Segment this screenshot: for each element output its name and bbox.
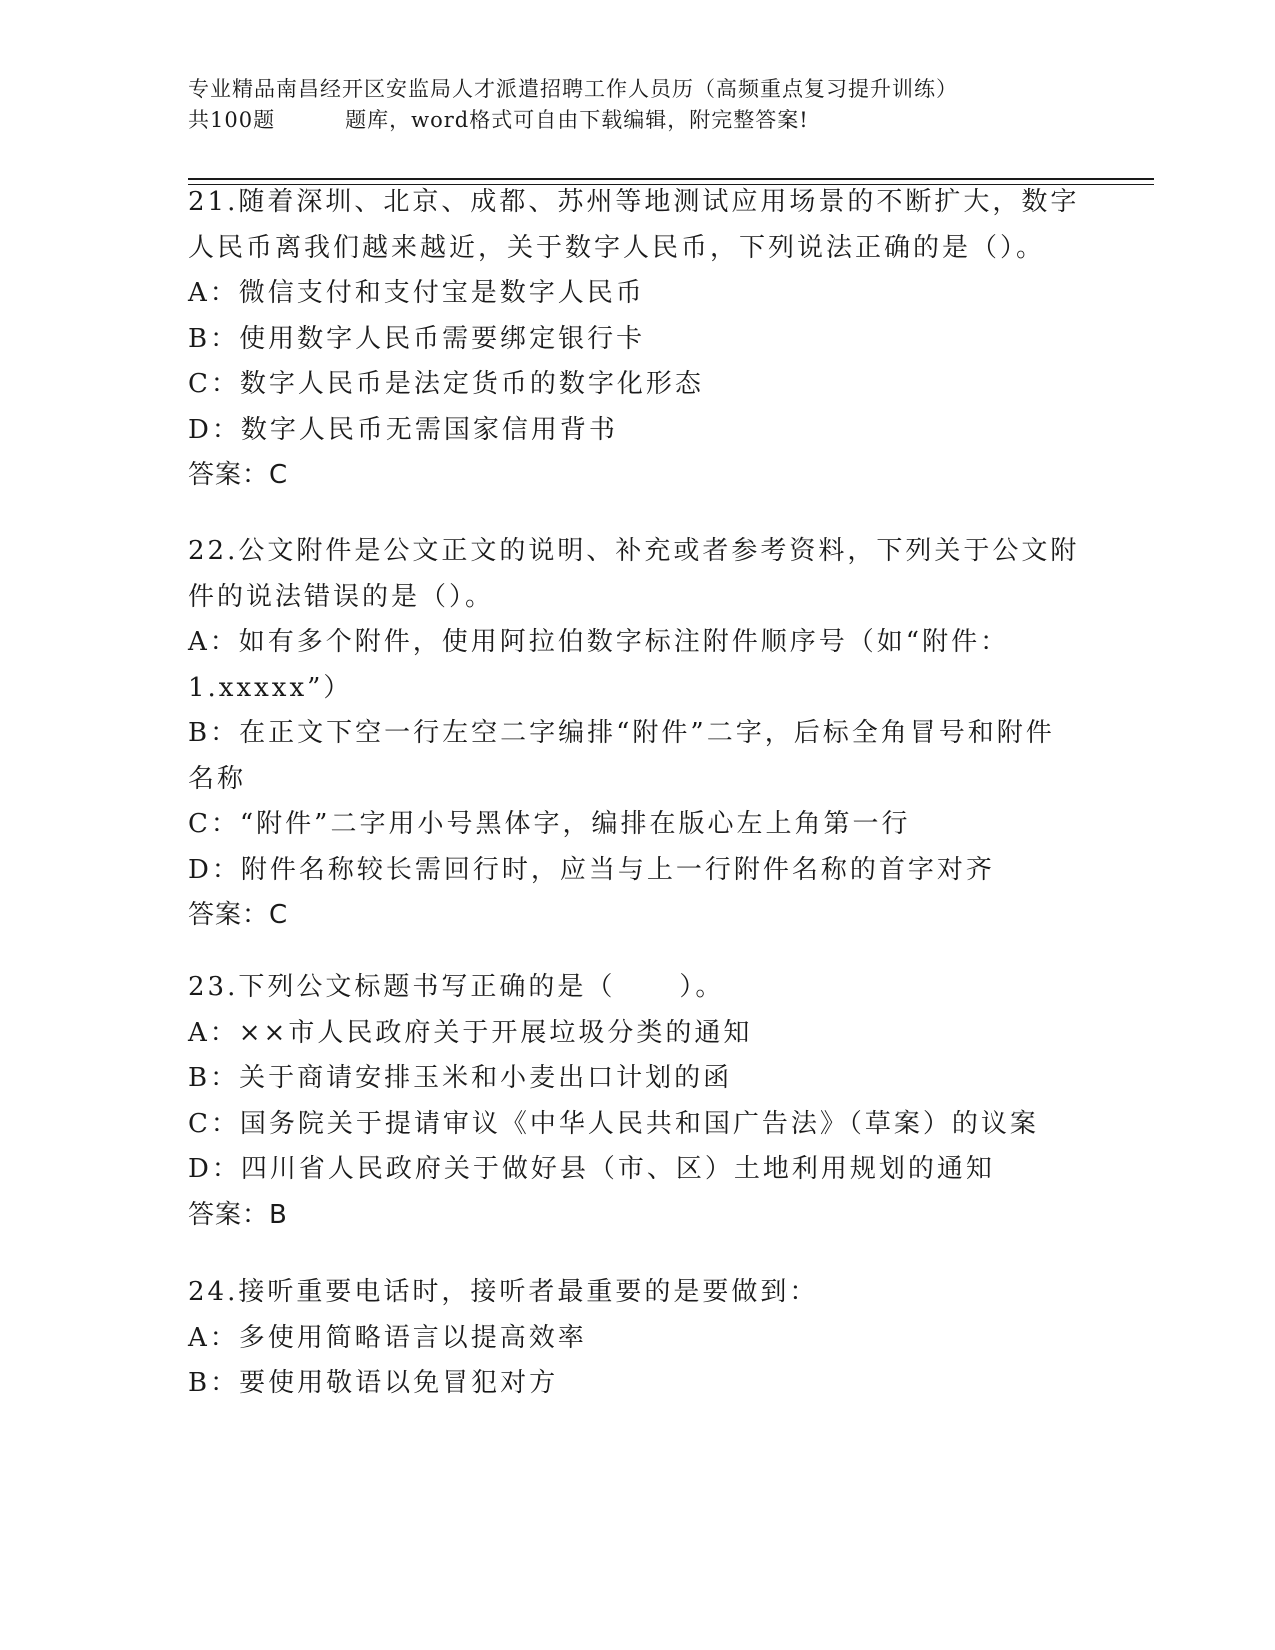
question-24 <box>188 1270 1088 1407</box>
option-c: C：“附件”二字用小号黑体字，编排在版心左上角第一行 <box>188 809 911 839</box>
question-stem-line: 24.接听重要电话时，接听者最重要的是要做到： <box>188 1277 819 1307</box>
answer: 答案：C <box>188 900 289 930</box>
question-21 <box>188 180 1088 499</box>
option-a-continued: 1.xxxxx”） <box>188 672 353 703</box>
option-b: B：关于商请安排玉米和小麦出口计划的函 <box>188 1063 733 1093</box>
option-b: B：要使用敬语以免冒犯对方 <box>188 1368 559 1398</box>
option-a: A：多使用简略语言以提高效率 <box>188 1322 587 1353</box>
question-stem-line: 21.随着深圳、北京、成都、苏州等地测试应用场景的不断扩大，数字 <box>188 187 1080 217</box>
header-title: 专业精品南昌经开区安监局人才派遣招聘工作人员历（高频重点复习提升训练） <box>188 77 958 101</box>
answer: 答案：B <box>188 1199 288 1230</box>
option-d: D：数字人民币无需国家信用背书 <box>188 414 618 445</box>
option-a: A：如有多个附件，使用阿拉伯数字标注附件顺序号（如“附件： <box>188 627 1010 657</box>
question-stem-line <box>188 965 1088 1011</box>
header-subtitle <box>188 105 1118 136</box>
question-stem-end: ）。 <box>679 972 725 1002</box>
option-c: C：数字人民币是法定货币的数字化形态 <box>188 369 704 399</box>
question-stem-line: 人民币离我们越来越近，关于数字人民币，下列说法正确的是（）。 <box>188 232 1046 263</box>
option-a: A：××市人民政府关于开展垃圾分类的通知 <box>188 1017 753 1048</box>
question-stem-line: 22.公文附件是公文正文的说明、补充或者参考资料，下列关于公文附 <box>188 536 1080 566</box>
question-stem-line: 件的说法错误的是（）。 <box>188 581 495 612</box>
option-b: B：使用数字人民币需要绑定银行卡 <box>188 323 646 354</box>
question-stem-text: 23.下列公文标题书写正确的是（ <box>188 972 616 1002</box>
option-c: C：国务院关于提请审议《中华人民共和国广告法》（草案）的议案 <box>188 1108 1039 1139</box>
header-note: 题库，word格式可自由下载编辑，附完整答案! <box>345 108 809 132</box>
option-a: A：微信支付和支付宝是数字人民币 <box>188 278 645 308</box>
question-22 <box>188 529 1088 939</box>
answer: 答案：C <box>188 460 289 490</box>
option-d: D：四川省人民政府关于做好县（市、区）土地利用规划的通知 <box>188 1154 995 1184</box>
option-b-continued: 名称 <box>188 763 247 794</box>
question-count: 共100题 <box>188 108 276 132</box>
document-header <box>188 74 1118 136</box>
option-d: D：附件名称较长需回行时，应当与上一行附件名称的首字对齐 <box>188 854 995 885</box>
option-b: B：在正文下空一行左空二字编排“附件”二字，后标全角冒号和附件 <box>188 718 1055 748</box>
question-23 <box>188 965 1088 1238</box>
